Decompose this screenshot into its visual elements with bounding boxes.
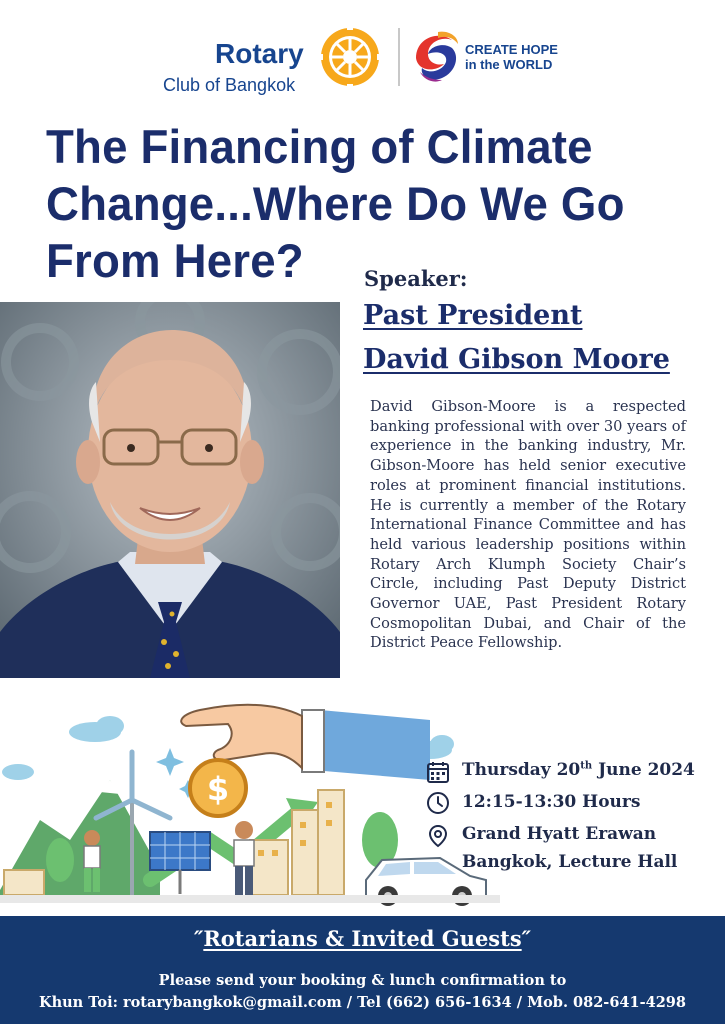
speaker-photo <box>0 302 340 678</box>
date-suffix-sup: th <box>580 760 593 772</box>
create-hope-text <box>465 42 558 72</box>
calendar-icon <box>426 760 450 784</box>
date-prefix: Thursday 20 <box>462 760 581 780</box>
title-line-1: The Financing of Climate <box>46 120 593 173</box>
speaker-label: Speaker: <box>364 266 468 291</box>
audience-text: Rotarians & Invited Guests <box>203 926 522 951</box>
event-title <box>46 118 706 289</box>
event-date <box>462 760 695 780</box>
title-line-3: From Here? <box>46 234 304 287</box>
date-suffix: June 2024 <box>592 760 695 780</box>
audience-line: ″Rotarians & Invited Guests″ <box>193 926 532 951</box>
rotary-wheel-icon <box>318 25 382 89</box>
clock-icon <box>426 791 450 815</box>
event-time: 12:15-13:30 Hours <box>462 792 641 812</box>
contact-details: Khun Toi: rotarybangkok@gmail.com / Tel (662) 656-1634 / Mob. 082-641-4298 <box>39 994 686 1011</box>
title-line-2: Change...Where Do We Go <box>46 177 625 230</box>
climate-finance-illustration <box>0 690 500 915</box>
theme-line-1: CREATE HOPE <box>465 42 558 57</box>
booking-instruction: Please send your booking & lunch confirmation to <box>158 972 567 989</box>
event-venue-line-2: Bangkok, Lecture Hall <box>462 852 678 872</box>
event-venue-line-1: Grand Hyatt Erawan <box>462 824 657 844</box>
create-hope-logo-icon <box>408 28 462 86</box>
speaker-name: David Gibson Moore <box>363 344 670 375</box>
header-divider <box>398 28 400 86</box>
rotary-wordmark: Rotary <box>215 38 304 69</box>
speaker-bio: David Gibson-Moore is a respected banking professional with over 30 years of experience in the banking industry, Mr. Gibson-Moore has held senior executive roles at prominent financial institutions. He is currently a member of the Rotary International Finance Committee and has held various leadership positions within Rotary Arch Klumph Society Chair’s Circle, including Past Deputy District Governor UAE, Past President Rotary Cosmopolitan Dubai, and Chair of the District Peace Fellowship. <box>370 398 686 652</box>
svg-text:$: $ <box>206 770 230 808</box>
speaker-role: Past President <box>363 300 583 331</box>
club-name: Club of Bangkok <box>163 75 296 95</box>
theme-line-2: in the WORLD <box>465 57 553 72</box>
location-pin-icon <box>426 824 450 848</box>
